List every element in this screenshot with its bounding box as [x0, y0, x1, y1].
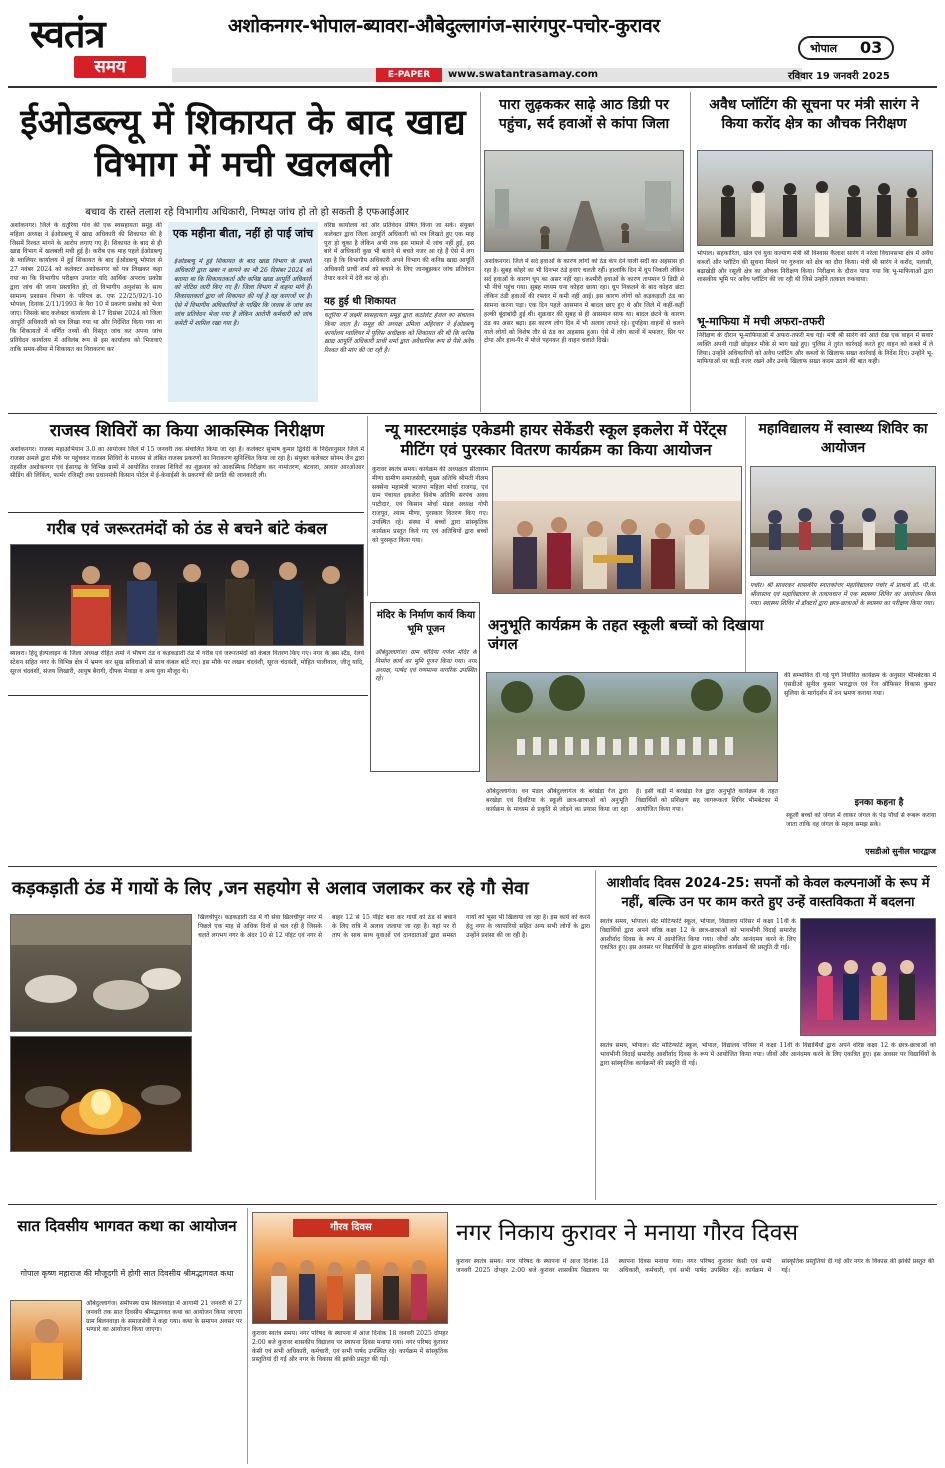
lead-boxed-item [168, 222, 318, 402]
section-rule [8, 512, 364, 513]
jungle-headline: अनुभूति कार्यक्रम के तहत स्कूली बच्चों को दिखाया जंगल [488, 616, 764, 653]
college-headline: महाविद्यालय में स्वास्थ्य शिविर का आयोजन [758, 421, 928, 456]
blessing-extra-text: स्वतंत्र समय, भोपाल। सेंट मोटिन्फोर्ट स्कूल, भोपाल, विद्यालय परिसर में कक्षा 11वीं के विद्यार्थियों द्वारा अपने वरिष्ठ कक्षा 12 के छात्र-छात्राओं को भावभीनी विदाई समारोह आशीर्वाद दिवस के रूप में आयोजित किया गया। जीवों और आनंदमय करने के लिए एकत्रित हुए। इस अवसर पर विद्यार्थियों के द्वारा सांस्कृतिक कार्यक्रमों की प्रस्तुति दी गई। [600, 1042, 936, 1067]
fog-headline: पारा लुढ़ककर साढ़े आठ डिग्री पर पहुंचा, सर्द हवाओं से कांपा जिला [498, 97, 670, 132]
blessing-body-text: स्वतंत्र समय, भोपाल। सेंट मोटिन्फोर्ट स्कूल, भोपाल, विद्यालय परिसर में कक्षा 11वीं के विद्यार्थियों द्वारा अपने वरिष्ठ कक्षा 12 के छात्र-छात्राओं को भावभीनी विदाई समारोह आशीर्वाद दिवस के रूप में आयोजित किया गया। जीवों और आनंदमय करने के लिए एकत्रित हुए। इस अवसर पर विद्यार्थियों के द्वारा सांस्कृतिक कार्यक्रमों की प्रस्तुति दी गई। [600, 918, 796, 952]
kurawar-body-columns: कुरावर स्वतंत्र समय। नगर परिषद के स्थापना में आज दिनांक 18 जनवरी 2025 दोपहर 2:00 बजे कुरावर शासकीय विद्यालय पर स्थापना दिवस मनाया गया। नगर परिषद कुरावर केसी एवं सभी अधिकारी, कर्मचारी, एवं सभी पार्षद उपस्थित रहे। कार्यक्रम में सांस्कृतिक प्रस्तुतियां दी गईं और नगर के विकास की झांकी प्रस्तुत की गई। [456, 1258, 934, 1274]
lead-subhead: बचाव के रास्ते तलाश रहे विभागीय अधिकारी, निष्पक्ष जांच हो तो हो सकती है एफआईआर [85, 207, 409, 218]
plotting-body-text: भोपाल। सहकारिता, खेल एवं युवा कल्याण मंत्री श्री विश्वास कैलाश सारंग ने नरेला विधानसभा क्षेत्र में अवैध कब्जों और प्लॉटिंग की सूचना मिलने पर गुरुवार को क्षेत्र का दौरा किया। मंत्री श्री सारंग ने करोंद, पलासी, बढ़ाखेड़ी और रसूली क्षेत्र का औचक निरीक्षण किया। निरीक्षण के दौरान पाया गया कि भू-माफियाओं द्वारा शासकीय भूमि पर अवैध प्लॉटिंग की जा रही थी जिसे उन्होंने तत्काल रुकवाया। [697, 250, 933, 284]
website-link[interactable]: www.swatantrasamay.com [448, 69, 599, 80]
cattle-shed-graphic [11, 915, 192, 1032]
lead-box-text: ईओडब्ल्यू में हुई शिकायत के बाद खाद्य विभाग के प्रभारी अधिकारी द्वारा खबर न छापने का भी 26 दिसंबर 2024 को बताया था कि शिकायतकर्ता और कनिष्ठ खाद्य आपूर्ति अधिकारी को नोटिस जारी किए गए हैं। जिला विभाग में कहना मांगे हैं। शिकायतकर्ता द्वारा जो शिकायत की गई है वह कागजों पर है। ऐसे में विभागीय अधिकारियों के पाखिर कि जवाब के जांच कर जांच प्रतिवेदन भेजा गया है लेकिन आरोपी कर्मचारी को जांच कमेटी में शामिल रखा गया है। [174, 258, 312, 327]
students-stage-graphic [801, 919, 936, 1036]
plotting-sub-text: निरीक्षण के दौरान भू-माफियाओं में अफरा-तफरी मच गई। मंत्री श्री सारंग को आते देख एक वाहन में सवार व्यक्ति अपनी गाड़ी छोड़कर मौके से भाग खड़े हुए। पुलिस ने तुरंत कार्रवाई करते हुए वाहन को कब्जे में ले लिया। उन्होंने अधिकारियों को अवैध प्लॉटिंग और कब्जों के खिलाफ सख्त कार्रवाई के निर्देश दिए। उन्होंने भू-माफियाओं पर कड़ी नजर रखने और उनके खिलाफ सख्त कदम उठाने की बात कही। [697, 332, 933, 366]
page-number: 03 [860, 38, 883, 57]
college-body-text: पचोर। श्री सावरकर शासकीय स्नातकोत्तर महाविद्यालय पचोर में प्राचार्य डॉ. पी.के. श्रीवास्तव एवं महाविद्यालय के तत्वावधान में एक स्वास्थ्य शिविर का आयोजन किया गया। स्वास्थ्य शिविर में डॉक्टरों द्वारा छात्र-छात्राओं के स्वास्थ्य का परीक्षण किया गया। [750, 582, 936, 607]
kurawar-headline: नगर निकाय कुरावर ने मनाया गौरव दिवस [456, 1220, 799, 1246]
blessing-story [598, 870, 937, 1200]
school-headline: न्यू मास्टरमाइंड एकेडमी हायर सेकेंडरी स्कूल इकलेरा में पेरेंट्स मीटिंग एवं पुरस्कार वितरण कार्यक्रम का किया आयोजन [385, 421, 727, 459]
school-story [370, 416, 742, 596]
divider [247, 1208, 248, 1464]
revenue-story [8, 416, 364, 694]
jungle-quote-author: एसडीओ सुनील भारद्वाज [865, 847, 936, 856]
blanket-distribution-graphic [11, 545, 364, 646]
kurawar-body-text: कुरावर स्वतंत्र समय। नगर परिषद के स्थापना में आज दिनांक 18 जनवरी 2025 दोपहर 2:00 बजे कुरावर शासकीय विद्यालय पर स्थापना दिवस मनाया गया। नगर परिषद कुरावर केसी एवं सभी अधिकारी, कर्मचारी, एवं सभी पार्षद उपस्थित रहे। कार्यक्रम में सांस्कृतिक प्रस्तुतियां दी गईं और नगर के विकास की झांकी प्रस्तुत की गई। [252, 1330, 448, 1364]
revenue-headline: राजस्व शिविरों का किया आकस्मिक निरीक्षण [49, 421, 325, 441]
page-badge [798, 36, 894, 60]
bhagwat-body-text: औबेदुल्लागंज। समीपस्थ ग्राम बिलनवाड़ा में आगामी 21 जनवरी से 27 जनवरी तक सात दिवसीय श्रीमद्भागवत कथा का आयोजन किया जाएगा ग्राम बिलनवाड़ा के समाजसेवी ने कहा गया। कथा के समापन अवसर पर भण्डारे का आयोजन किया जाएगा। [86, 1300, 242, 1334]
temple-body-text: औबेदुल्लागंज। ग्राम चाँदिया गणेश मंदिर के निर्माण कार्य का भूमि पूजन किया गया। नगर अध्यक्ष, पार्षद एवं गणमान्य नागरिक उपस्थित रहे। [375, 649, 477, 683]
divider [480, 92, 481, 412]
masthead [0, 0, 945, 90]
edition-list: अशोकनगर-भोपाल-ब्यावरा-औबेदुल्लागंज-सारंगपुर-पचोर-कुरावर [228, 15, 660, 37]
jungle-photo [486, 672, 778, 782]
plotting-headline: अवैध प्लॉटिंग की सूचना पर मंत्री सारंग ने किया करोंद क्षेत्र का औचक निरीक्षण [709, 97, 919, 132]
city-label: भोपाल [810, 42, 838, 55]
banner-text: गौरव दिवस [330, 1222, 372, 1233]
officials-group-graphic [698, 151, 933, 246]
cows-photo-2 [10, 1036, 192, 1152]
lead-column-3: वरिष्ठ कार्यालय को ओर प्रतिवेदन प्रेषित किया जा सके। संयुक्त कलेक्टर द्वारा जिला आपूर्ति अधिकारी को पत्र लिखते हुए एक माह पूरा हो चुका है लेकिन अभी तक इस मामले में जांच नहीं हुई, इस बारे में अधिकारी कुछ भी बताने से बचते नजर आ रहे हैं ऐसे में लग रहा है कि विभागीय अधिकारी अपने विभाग की कनिष्ठ खाद्य आपूर्ति अधिकारी प्राची शर्मा को बचाने के लिए जानबूझकर जांच प्रतिवेदन तैयार करने में देरी कर रहे हो। [324, 222, 474, 282]
lead-body-text: अशोकनगर। जिले के धतूरिया गांव की एक स्वसहायता समूह की महिला अध्यक्ष ने ईओडब्ल्यू में खाद्य अधिकारी की शिकायत की है जिसमें रिश्वत मांगने के आरोप लगाए गए हैं। शिकायत के बाद से ही खाद्य विभाग में खलबली मची हुई है। करीब एक माह पहले ईओडब्ल्यू के ग्वालियर कार्यालय में हुई शिकायत के बाद ईओडब्ल्यू भोपाल से 27 नवंबर 2024 को कलेक्टर अशोकनगर को पत्र लिखकर कहा गया था कि विभागीय परीक्षण उपरांत यदि आर्थिक अपराध प्रकोष्ठ द्वारा जांच की जाना प्रस्तावित हो, तो विभागीय अनुशंसा के साथ सामान्य प्रशासन विभाग के परिपत्र क्र. एफ 22/25/92/1-10 भोपाल, दिनांक 2/11/1993 के पैरा 10 में प्रकरण प्रकोष्ठ को भेजा जाए। जिसके बाद कलेक्टर कार्यालय से 17 दिसंबर 2024 को जिला आपूर्ति अधिकारी को पत्र लिखा गया था और निर्देशित किया गया था कि शिकायतों में वर्णित तथ्यों की विस्तृत जांच कर अपना जांच प्रतिवेदन कार्यालय में अविलंब रूप से इस कार्यालय को भिजवाएं ताकि समय-सीमा में शिकायत का निराकरण कर [10, 222, 162, 353]
revenue-body-text: अशोकनगर। राजस्व महाअभियान 3.0 का आयोजन जिले में 15 जनवरी तक संचालित किया जा रहा है। कलेक्टर सुभाष कुमार द्विवेदी के निर्देशानुसार जिले में राजस्व अमले द्वारा मौके पर पहुंचकर राजस्व शिविरों के माध्यम से लंबित राजस्व प्रकरणों का निराकरण सुनिश्चित किया जा रहा है। संयुक्त कलेक्टर सोनम जैन द्वारा तहसील अशोकनगर एवं ईसागढ़ के विभिन्न ग्रामों में आयोजित राजस्व शिविरों का शुक्रवार को आकस्मिक निरीक्षण कर नामांतरण, बंटवारा, आधार आरओआर सीडिंग की लिंकिंग, फार्मर रजिस्ट्री तथा प्रधानमंत्री किसान पोर्टल में ई-केवाईसी के प्रकरणों की प्रगति की जानकारी ली। [10, 446, 364, 480]
bhagwat-subhead: गोपाल कृष्ण महाराज की मौजूदगी में होगी सात दिवसीय श्रीमद्भागवत कथा [20, 1269, 234, 1278]
section-rule [8, 866, 937, 867]
logo-bottom-text: समय [74, 56, 146, 78]
divider [690, 92, 691, 412]
lead-subheading: यह हुई थी शिकायत [324, 296, 474, 310]
temple-box [370, 602, 480, 772]
blankets-body-text: ब्यावरा। हिंदू हेल्पलाइन के जिला अध्यक्ष रोहित शर्मा ने भीषण ठंड व कड़कड़ाती ठंड में गरीब एवं जरूरतमंदों को कंबल वितरण किए गए। नगर के बस स्टैंड, रेलवे स्टेशन सहित नगर के विभिन्न क्षेत्र में भ्रमण कर सुख सविधाओं से साथ कंबल बांटे गए। इस मौके पर लखन चंदवंशी, सूरज चंदवंशी, मोहित पालीवाल, जीतू यादि, सूरज चंदवंशी, संजय लिखारी, आयुष बैरागी, दीपक मेवाड़ा व अन्य युवा मौजूद थे। [10, 650, 364, 675]
section-rule [8, 1204, 937, 1205]
college-photo [750, 466, 936, 576]
section-rule [8, 695, 368, 696]
cows-photo-1 [10, 914, 192, 1032]
plotting-photo [697, 150, 933, 246]
plotting-story [693, 92, 937, 412]
logo-top-text: स्वतंत्र [30, 12, 105, 56]
lead-story [8, 92, 478, 410]
fog-road-graphic [485, 151, 684, 252]
blankets-headline: गरीब एवं जरूरतमंदों को ठंड से बचने बांटे कंबल [46, 519, 328, 538]
bonfire-graphic [11, 1037, 192, 1152]
left-continuation [8, 700, 364, 860]
lead-headline: ईओडब्ल्यू में शिकायत के बाद खाद्य विभाग में मची खलबली [20, 103, 466, 185]
epaper-label: E-PAPER [376, 68, 442, 82]
students-forest-graphic [487, 673, 778, 782]
jungle-body-text: औबेदुल्लागंज। वन मंडल औबेदुल्लागंज के बरखेड़ा रेंज द्वारा बरखेड़ा एवं दिवटिया के स्कूली छात्र-छात्राओं को अनुभूति कार्यक्रम के माध्यम से प्रकृति से जोड़ने का प्रयास किया जा रहा है। इसी कड़ी में बरखेड़ा रेंज द्वारा अनुभूति कार्यक्रम के तहत विद्यार्थियों को प्रशिक्षण सह जागरूकता शिविर भीमबेटका में आयोजित किया गया। [486, 788, 778, 813]
lead-box-title: एक महीना बीता, नहीं हो पाई जांच [172, 227, 314, 240]
plotting-subheading: भू-माफिया में मची अफरा-तफरी [697, 316, 933, 331]
temple-headline: मंदिर के निर्माण कार्य किया भूमि पूजन [376, 610, 476, 635]
blessing-headline: आशीर्वाद दिवस 2024-25: सपनों को केवल कल्पनाओं के रूप में नहीं, बल्कि उन पर काम करते हुए उन्हें वास्तविकता में बदलना [606, 876, 930, 910]
issue-date: रविवार 19 जनवरी 2025 [788, 71, 890, 82]
jungle-right-text: की सम्भावित दी गई पूर्ण निर्धारित कार्यक्रम के अनुसार भीमबेटका में एसडीओ सुनील कुमार भारद्वाज एवं रेंज ऑफिसर विकास कुमार सुलिया के मार्गदर्शन में वन भ्रमण कराया गया। [784, 672, 936, 697]
school-body-text: कुरावर स्वतंत्र समय। कार्यक्रम की अध्यक्षता सीताराम मीणा ग्रामीण समाजसेवी, मुख्य अतिथि श्रीमती नीलम सक्सेना महामंत्री भाजपा महिला मोर्चा राजगढ़, एवं ग्राम पंचायत इकलेरा विशेष अतिथि सरपंच अवध पाटीदार, एवं किसान मोर्चा मंडल अध्यक्ष गोपी राजपूत, श्याम मीणा, पुरस्कार वितरण किए गए। उपस्थित रहे। संस्था में बच्चों द्वारा सांस्कृतिक कार्यक्रम प्रस्तुत किये गए एवं अतिथियों द्वारा बच्चों को पुरस्कृत किया गया। [372, 466, 488, 544]
jungle-quote-title: इनका कहना है [854, 798, 904, 808]
cows-body-text: खिलचीपुर। कड़कड़ाती ठंड में गौ सेवा खिलचीपुर नगर में पिछले एक माह से अधिक दिनों से चल रही है जिसके चलते लगभग नगर के अंदर 10 से 12 पॉइंट एवं नगर से बाहर 12 से 15 पॉइंट बना कर गायों को ठंड से बचाने के लिए रात्रि में अलाव जलाया जा रहा है। यहां पर रो ताप के साथ साथ युवाओं एवं दानदाताओं द्वारा समस्त गायों को भूसा भी खिलाया जा रहा है। इस कार्य को करने हेतु नगर के व्यापारियों सहित अन्य सभी लोगों के द्वारा उन्होंने प्रशंसा की जा रही है। [198, 914, 590, 939]
cows-headline: कड़कड़ाती ठंड में गायों के लिए ,जन सहयोग से अलाव जलाकर कर रहे गौ सेवा [12, 878, 529, 899]
logo [28, 14, 148, 78]
jungle-quote-text: स्कूली बच्चों को जंगल में लाकर जंगल के पेड़ पौधों से रूबरू कराया जाता ताकि वह जंगल के महत्व समझ सके। [786, 812, 936, 828]
saint-portrait-graphic [11, 1301, 82, 1380]
fog-story [482, 92, 687, 412]
masthead-rule [8, 86, 937, 88]
health-camp-graphic [751, 467, 936, 576]
section-rule [8, 413, 937, 414]
fog-photo [484, 150, 684, 252]
cows-story [8, 870, 592, 1200]
fog-body-text: अशोकनगर। जिले में सर्द हवाओं के कारण लोगों को ठंड कंप देने वाली सर्दी का अहसास हो रहा है। सुबह कोहरे का भी दिनभर ठंडे हवाएं चलती रहीं। हालांकि दिन में धूप निकली लेकिन सर्द हवाओं के कारण धूप का असर नहीं रहा। कश्मीरी हवाओं के कारण तापमान 9 डिग्री से भी नीचे पहुंच गया। सुबह मध्यम घना कोहरा छाया रहा। धूप निकलने के बाद कोहरा छंटा लेकिन ठंडी हवाओं की रफ्तार में कमी नहीं आई। इस कारण लोगों को कड़कड़ाती ठंड का सामना करना पड़ा। एक दिन पहले आसमान में बादल छाए हुए थे और जिले में कहीं-कहीं हल्की बूंदाबांदी हुई थी। शुक्रवार की सुबह से ही आसमान साफ था। बादल छंटने के कारण ठंड का असर बढ़ा। इस कारण लोग दिन में भी अलाव तापते रहे। दुपहिया वाहनों से चलने वाले लोगों को विशेष तौर से ठंड का अहसास हुआ। ऐसे में लोग कानों में मफलर, सिर पर टोपा और हाथ-पैर में मोजे पहनकर ही वाहन चलाते दिखे। [484, 258, 684, 345]
award-ceremony-graphic [493, 467, 742, 594]
bhagwat-headline: सात दिवसीय भागवत कथा का आयोजन [17, 1217, 237, 1235]
blessing-photo [800, 918, 936, 1036]
bhagwat-photo [10, 1300, 82, 1380]
kurawar-story [250, 1208, 937, 1464]
divider [595, 870, 596, 1200]
lead-sub-text: धतूरिया में लक्ष्मी स्वसहायता समूह द्वारा कठोलेट हेजल का संचालन किया जाता है। समूह की अध्यक्ष उमिला अहिरवार ने ईओडब्ल्यू कार्यालय ग्वालियर में पुलिस अधीक्षक को शिकायत की थी कि कनिष्ठ खाद्य आपूर्ति अधिकारी प्राची शर्मा द्वारा अवैधानिक रूप से पैसे अवैध रिश्वत की मांग की जा रही है। [324, 312, 474, 355]
school-photo [492, 466, 742, 594]
divider [367, 416, 368, 596]
bhagwat-story [8, 1208, 244, 1464]
blankets-photo [10, 544, 364, 646]
kurawar-photo [252, 1212, 448, 1324]
jungle-story [484, 602, 937, 862]
